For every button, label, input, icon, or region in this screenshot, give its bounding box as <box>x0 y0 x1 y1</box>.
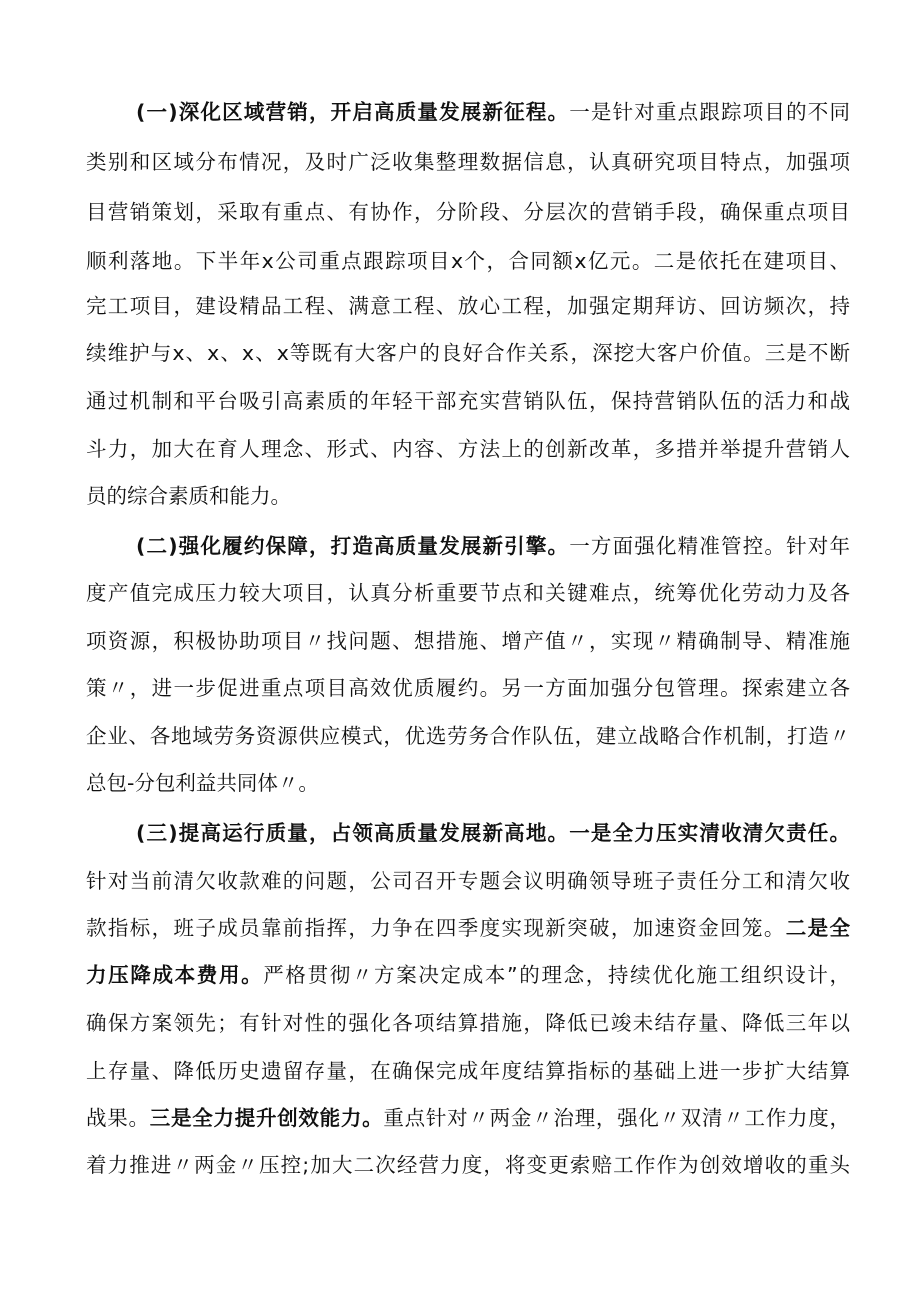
paragraph-1-line-6: 续维护与x、x、x、x等既有大客户的良好合作关系，深挖大客户价值。三是不断 <box>86 341 850 365</box>
paragraph-2-line-4: 策〃，进一步促进重点项目高效优质履约。另一方面加强分包管理。探索建立各 <box>86 676 850 700</box>
paragraph-1-line-8: 斗力，加大在育人理念、形式、内容、方法上的创新改革，多措并举提升营销人 <box>86 437 850 461</box>
paragraph-3-line-5: 确保方案领先；有针对性的强化各项结算措施，降低已竣未结存量、降低三年以 <box>86 1011 850 1035</box>
paragraph-2-line-5: 企业、各地域劳务资源供应模式，优选劳务合作队伍，建立战略合作机制，打造〃 <box>86 724 850 748</box>
section-2-heading: (二)强化履约保障，打造高质量发展新引擎。 <box>136 534 570 558</box>
paragraph-1-line-2: 类别和区域分布情况，及时广泛收集整理数据信息，认真研究项目特点，加强项 <box>86 150 850 174</box>
paragraph-1-line-9: 员的综合素质和能力。 <box>86 484 291 508</box>
paragraph-1-line-7: 通过机制和平台吸引高素质的年轻干部充实营销队伍，保持营销队伍的活力和战 <box>86 389 850 413</box>
paragraph-3-line-2: 针对当前清欠收款难的问题，公司召开专题会议明确领导班子责任分工和清欠收 <box>86 869 850 893</box>
paragraph-2-line-6: 总包-分包利益共同体〃。 <box>86 771 319 795</box>
paragraph-1-line-4: 顺利落地。下半年x公司重点跟踪项目x个，合同额x亿元。二是依托在建项目、 <box>86 249 850 273</box>
paragraph-3-line-6: 上存量、降低历史遗留存量，在确保完成年度结算指标的基础上进一步扩大结算 <box>86 1059 850 1083</box>
section-1-heading: (一)深化区域营销，开启高质量发展新征程。 <box>136 100 570 124</box>
paragraph-1-line-5: 完工项目，建设精品工程、满意工程、放心工程，加强定期拜访、回访频次，持 <box>86 294 850 318</box>
paragraph-2-line-3: 项资源，积极协助项目〃找问题、想措施、增产值〃，实现〃精确制导、精准施 <box>86 629 850 653</box>
paragraph-1-line-3: 目营销策划，采取有重点、有协作，分阶段、分层次的营销手段，确保重点项目 <box>86 200 850 224</box>
paragraph-2-line-2: 度产值完成压力较大项目，认真分析重要节点和关键难点，统筹优化劳动力及各 <box>86 581 850 605</box>
paragraph-3-line-3: 款指标，班子成员靠前指挥，力争在四季度实现新突破，加速资金回笼。二是全 <box>86 916 851 940</box>
paragraph-3-line-1 <box>136 813 850 853</box>
paragraph-2-line-1: (二)强化履约保障，打造高质量发展新引擎。一方面强化精准管控。针对年 <box>136 534 850 558</box>
section-3-heading: (三)提高运行质量，占领高质量发展新高地。一是全力压实清收清欠责任。 <box>136 821 850 845</box>
paragraph-3-line-7: 战果。三是全力提升创效能力。重点针对〃两金〃治理，强化〃双清〃工作力度， <box>86 1106 851 1130</box>
paragraph-3-line-4: 力压降成本费用。严格贯彻〃方案决定成本”的理念，持续优化施工组织设计， <box>86 963 850 987</box>
paragraph-3-line-8: 着力推进〃两金〃压控;加大二次经营力度，将变更索赔工作作为创效增收的重头 <box>86 1153 850 1177</box>
paragraph-1-line-1: (一)深化区域营销，开启高质量发展新征程。一是针对重点跟踪项目的不同 <box>136 100 850 124</box>
